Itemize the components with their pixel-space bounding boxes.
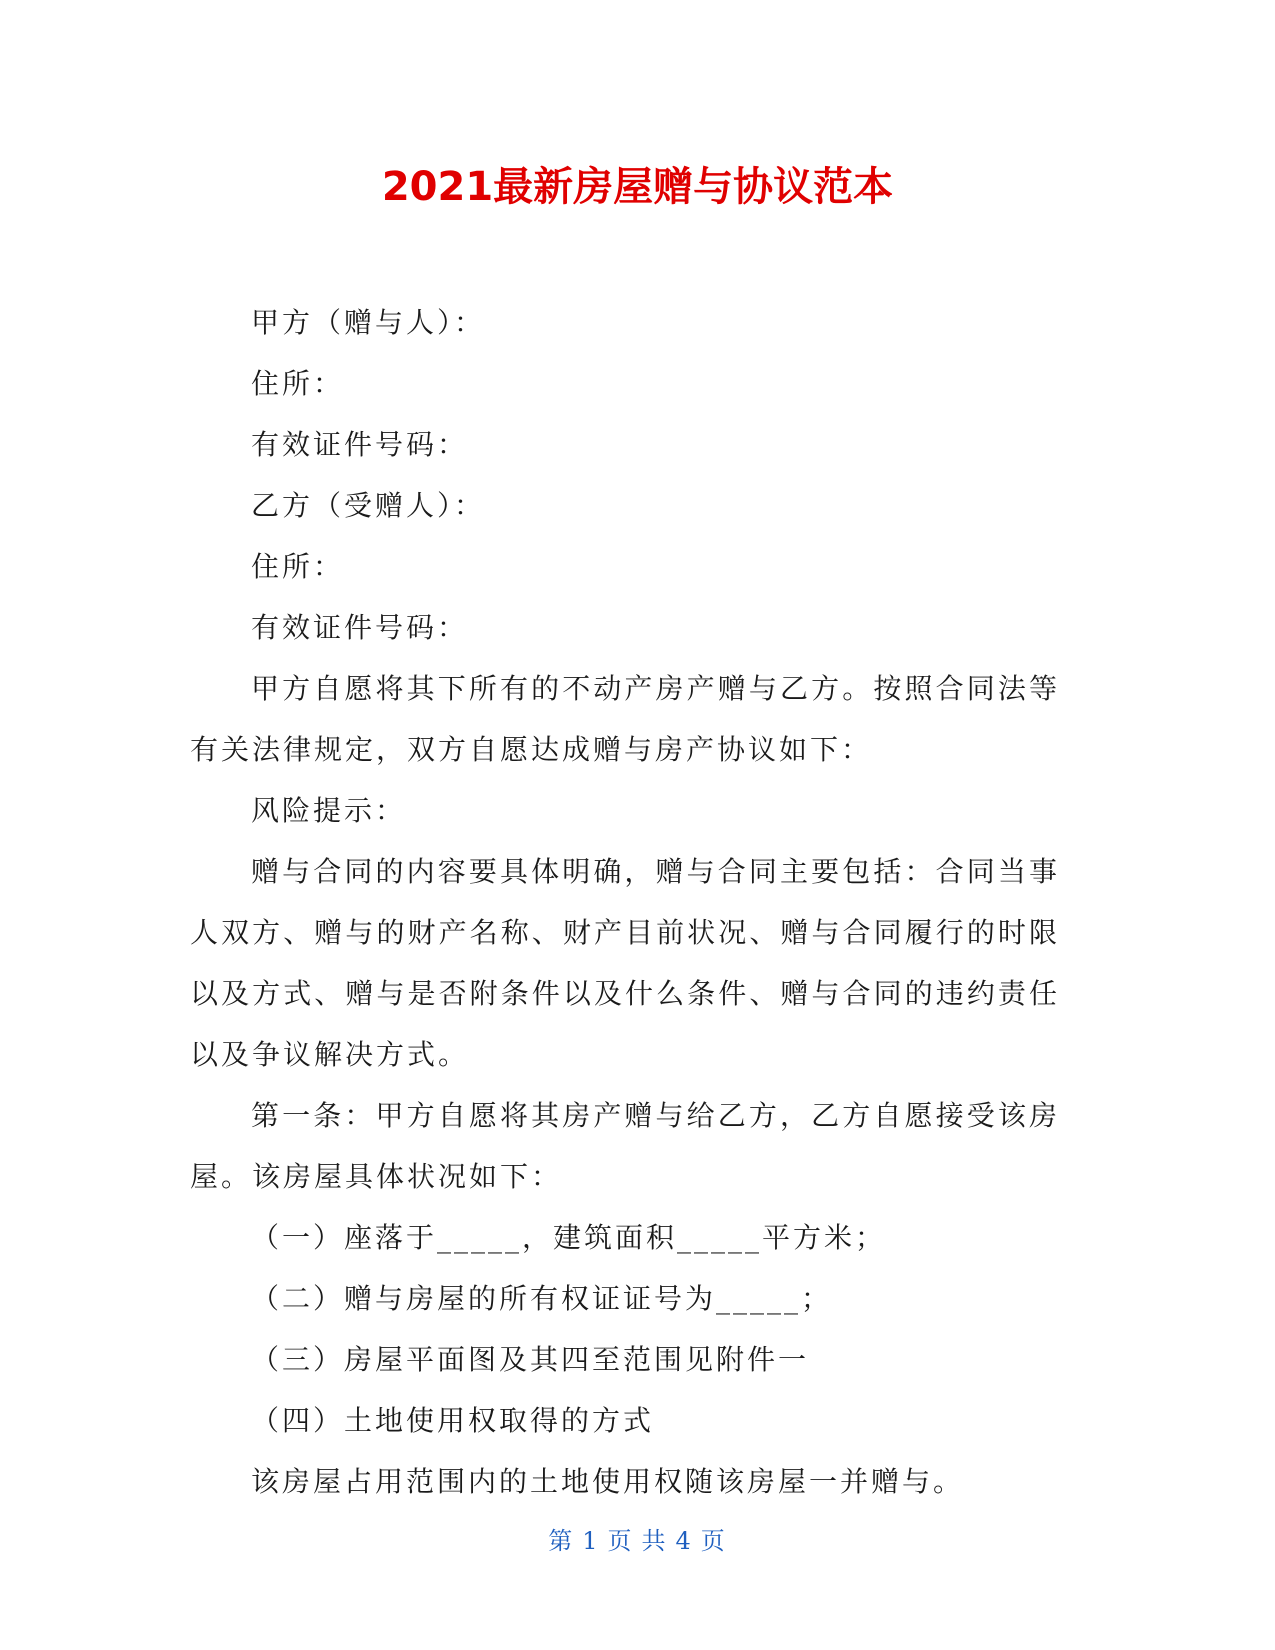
footer-total-suffix: 页 — [700, 1527, 727, 1555]
paragraph: 风险提示： — [251, 794, 407, 827]
footer-total-pages: 4 — [675, 1527, 693, 1555]
paragraph: 乙方（受赠人）： — [251, 489, 486, 522]
footer-total-prefix: 共 — [641, 1527, 668, 1555]
paragraph: 赠与合同的内容要具体明确，赠与合同主要包括：合同当事人双方、赠与的财产名称、财产目前状况、赠与合同履行的时限以及方式、赠与是否附条件以及什么条件、赠与合同的违约责任以及争议解决方式。 — [190, 855, 1060, 1071]
paragraph: 该房屋占用范围内的土地使用权随该房屋一并赠与。 — [251, 1465, 965, 1498]
paragraph: 甲方自愿将其下所有的不动产房产赠与乙方。按照合同法等有关法律规定，双方自愿达成赠与房产协议如下： — [190, 672, 1060, 766]
paragraph: （一）座落于_____，建筑面积_____平方米； — [251, 1221, 887, 1254]
paragraph: 住所： — [251, 550, 345, 583]
document-body — [190, 292, 1060, 1512]
paragraph: （四）土地使用权取得的方式 — [251, 1404, 655, 1437]
paragraph: 住所： — [251, 367, 345, 400]
paragraph: 甲方（赠与人）： — [251, 306, 486, 339]
paragraph: 第一条：甲方自愿将其房产赠与给乙方，乙方自愿接受该房屋。该房屋具体状况如下： — [190, 1099, 1060, 1193]
paragraph: （三）房屋平面图及其四至范围见附件一 — [251, 1343, 810, 1376]
footer-current-page: 1 — [582, 1527, 600, 1555]
footer-page-mid: 页 — [607, 1527, 634, 1555]
paragraph: 有效证件号码： — [251, 611, 469, 644]
paragraph: （二）赠与房屋的所有权证证号为_____； — [251, 1282, 833, 1315]
page-footer — [0, 1526, 1275, 1556]
document-title: 2021最新房屋赠与协议范本 — [381, 164, 894, 210]
paragraph: 有效证件号码： — [251, 428, 469, 461]
footer-page-prefix: 第 — [548, 1527, 575, 1555]
